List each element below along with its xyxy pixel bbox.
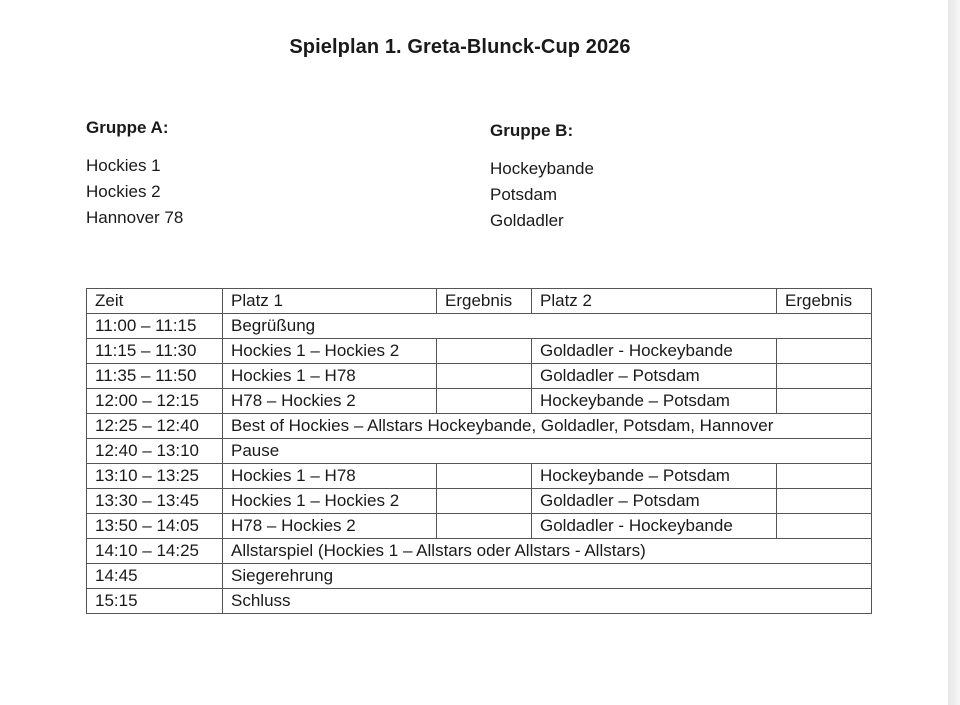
cell-platz-1: Hockies 1 – H78 [223, 364, 437, 389]
cell-platz-1: Hockies 1 – Hockies 2 [223, 489, 437, 514]
cell-platz-2: Goldadler - Hockeybande [532, 514, 777, 539]
cell-event: Best of Hockies – Allstars Hockeybande, Goldadler, Potsdam, Hannover [223, 414, 872, 439]
cell-platz-1: Hockies 1 – Hockies 2 [223, 339, 437, 364]
header-ergebnis-1: Ergebnis [437, 289, 532, 314]
cell-zeit: 14:10 – 14:25 [87, 539, 223, 564]
cell-platz-1: H78 – Hockies 2 [223, 514, 437, 539]
cell-zeit: 13:10 – 13:25 [87, 464, 223, 489]
cell-zeit: 11:00 – 11:15 [87, 314, 223, 339]
cell-zeit: 12:25 – 12:40 [87, 414, 223, 439]
table-row [87, 589, 872, 614]
cell-zeit: 11:35 – 11:50 [87, 364, 223, 389]
header-platz-1: Platz 1 [223, 289, 437, 314]
table-row [87, 389, 872, 414]
cell-ergebnis-1 [437, 339, 532, 364]
team-item: Hockies 1 [86, 156, 161, 175]
cell-ergebnis-1 [437, 364, 532, 389]
cell-platz-1: Hockies 1 – H78 [223, 464, 437, 489]
team-item: Hannover 78 [86, 208, 184, 227]
cell-ergebnis-2 [777, 489, 872, 514]
table-row [87, 489, 872, 514]
cell-platz-2: Hockeybande – Potsdam [532, 464, 777, 489]
group-a-heading: Gruppe A: [86, 118, 169, 137]
cell-zeit: 13:50 – 14:05 [87, 514, 223, 539]
table-row [87, 439, 872, 464]
team-item: Potsdam [490, 185, 558, 204]
team-item: Goldadler [490, 211, 564, 230]
cell-ergebnis-1 [437, 464, 532, 489]
cell-event: Allstarspiel (Hockies 1 – Allstars oder Allstars - Allstars) [223, 539, 872, 564]
cell-zeit: 12:40 – 13:10 [87, 439, 223, 464]
cell-platz-1: H78 – Hockies 2 [223, 389, 437, 414]
table-row [87, 414, 872, 439]
table-row [87, 539, 872, 564]
cell-event: Pause [223, 439, 872, 464]
cell-ergebnis-1 [437, 514, 532, 539]
team-item: Hockeybande [490, 159, 594, 178]
cell-zeit: 15:15 [87, 589, 223, 614]
table-header-row [87, 289, 872, 314]
cell-ergebnis-1 [437, 389, 532, 414]
group-b [490, 121, 594, 234]
cell-platz-2: Hockeybande – Potsdam [532, 389, 777, 414]
cell-platz-2: Goldadler - Hockeybande [532, 339, 777, 364]
group-b-heading: Gruppe B: [490, 121, 574, 140]
cell-zeit: 14:45 [87, 564, 223, 589]
table-row [87, 364, 872, 389]
cell-ergebnis-1 [437, 489, 532, 514]
page-title: Spielplan 1. Greta-Blunck-Cup 2026 [289, 36, 631, 58]
schedule-table [86, 288, 872, 614]
table-row [87, 464, 872, 489]
table-row [87, 314, 872, 339]
cell-zeit: 12:00 – 12:15 [87, 389, 223, 414]
cell-platz-2: Goldadler – Potsdam [532, 489, 777, 514]
table-row [87, 564, 872, 589]
cell-event: Siegerehrung [223, 564, 872, 589]
cell-zeit: 13:30 – 13:45 [87, 489, 223, 514]
team-item: Hockies 2 [86, 182, 161, 201]
cell-platz-2: Goldadler – Potsdam [532, 364, 777, 389]
cell-zeit: 11:15 – 11:30 [87, 339, 223, 364]
table-row [87, 514, 872, 539]
cell-event: Begrüßung [223, 314, 872, 339]
cell-ergebnis-2 [777, 389, 872, 414]
cell-ergebnis-2 [777, 464, 872, 489]
group-b-team-list [490, 156, 594, 234]
header-ergebnis-2: Ergebnis [777, 289, 872, 314]
group-a-team-list [86, 153, 183, 231]
group-a [86, 118, 183, 231]
cell-event: Schluss [223, 589, 872, 614]
cell-ergebnis-2 [777, 339, 872, 364]
header-platz-2: Platz 2 [532, 289, 777, 314]
table-row [87, 339, 872, 364]
cell-ergebnis-2 [777, 514, 872, 539]
header-zeit: Zeit [87, 289, 223, 314]
cell-ergebnis-2 [777, 364, 872, 389]
page-edge-shadow [948, 0, 960, 705]
